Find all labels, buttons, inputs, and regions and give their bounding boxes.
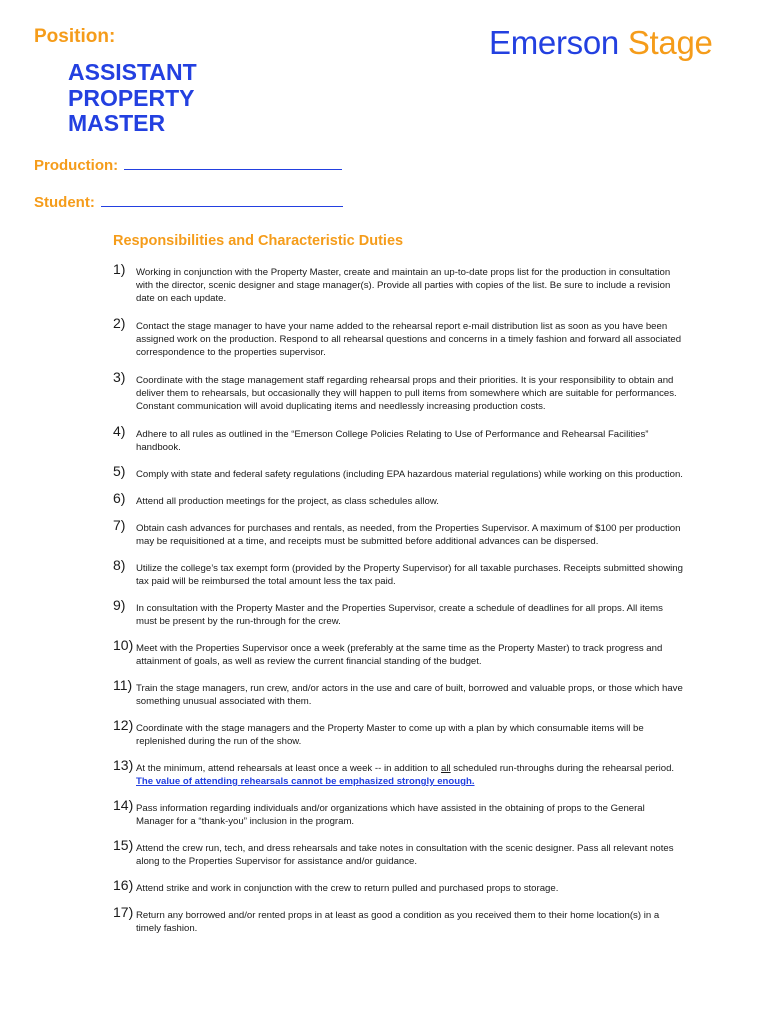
- duty-text: Attend strike and work in conjunction with the crew to return pulled and purchased props to storage.: [136, 883, 559, 894]
- duty-number: 12): [113, 717, 134, 733]
- duty-text: Adhere to all rules as outlined in the “Emerson College Policies Relating to Use of Performance and Rehearsal Facilities” handbook.: [136, 429, 649, 453]
- duty-number: 3): [113, 369, 126, 385]
- duty-text: Pass information regarding individuals and/or organizations which have assisted in the obtaining of props to the General Manager for a “thank-you” inclusion in the program.: [136, 803, 645, 827]
- duty-text-part: scheduled run-throughs during the rehearsal period.: [450, 763, 675, 774]
- duty-number: 10): [113, 637, 134, 653]
- duty-number: 17): [113, 904, 134, 920]
- production-field: [34, 155, 342, 174]
- duty-item: [113, 717, 683, 748]
- duty-item: [113, 517, 683, 548]
- duty-item: [113, 369, 683, 413]
- duty-number: 5): [113, 463, 126, 479]
- duty-text: Attend the crew run, tech, and dress rehearsals and take notes in consultation with the scenic designer. Pass all relevant notes along to the Properties Supervisor for assistance and/or guidance.: [136, 843, 674, 867]
- duty-item: [113, 637, 683, 668]
- duty-item: [113, 490, 683, 508]
- duty-number: 7): [113, 517, 126, 533]
- duty-text: Attend all production meetings for the project, as class schedules allow.: [136, 496, 439, 507]
- duty-item: [113, 315, 683, 359]
- logo-word-stage: Stage: [627, 24, 713, 61]
- duty-item: [113, 877, 683, 895]
- logo-word-emerson: Emerson: [489, 24, 619, 61]
- student-field: [34, 192, 343, 211]
- duty-number: 9): [113, 597, 126, 613]
- production-blank-line[interactable]: [124, 155, 342, 170]
- duty-item: [113, 837, 683, 868]
- duty-number: 1): [113, 261, 126, 277]
- duty-text: In consultation with the Property Master and the Properties Supervisor, create a schedule of deadlines for all props. All items must be present by the run-through for the crew.: [136, 603, 663, 627]
- duty-item: [113, 423, 683, 454]
- student-blank-line[interactable]: [101, 192, 343, 207]
- duty-item: [113, 677, 683, 708]
- duty-text: Coordinate with the stage management staff regarding rehearsal props and their priorities. It is your responsibility to obtain and deliver them to rehearsals, but occasionally they will happen to pull items from somewhere which are suitable for performances. Constant communication will avoid duplicating items and needlessly increasing production costs.: [136, 375, 677, 412]
- duty-text: Utilize the college’s tax exempt form (provided by the Property Supervisor) for all taxable purchases. Receipts submitted showing tax paid will be reimbursed the total amount less the tax paid.: [136, 563, 683, 587]
- duty-text: Contact the stage manager to have your name added to the rehearsal report e-mail distribution list as soon as you have been assigned work on the production. Respond to all rehearsal questions and concerns in a timely fashion and forward all associated correspondence to the properties supervisor.: [136, 321, 682, 358]
- duty-item: [113, 463, 683, 481]
- duty-emphasis-text: The value of attending rehearsals cannot be emphasized strongly enough.: [136, 776, 475, 787]
- position-title-line: MASTER: [68, 110, 166, 136]
- duty-item: [113, 904, 683, 935]
- duty-text: Working in conjunction with the Property Master, create and maintain an up-to-date props list for the production in consultation with the director, scenic designer and stage manager(s). Provide all parties with copies of the list. Be sure to include a revision date on each update.: [136, 267, 671, 304]
- position-title: [68, 60, 197, 137]
- duty-number: 4): [113, 423, 126, 439]
- duty-number: 14): [113, 797, 134, 813]
- duty-text: Return any borrowed and/or rented props in at least as good a condition as you received them to their home location(s) in a timely fashion.: [136, 910, 660, 934]
- duty-number: 15): [113, 837, 134, 853]
- duties-list: [113, 261, 683, 935]
- duty-text: Meet with the Properties Supervisor once a week (preferably at the same time as the Property Master) to track progress and attainment of goals, as well as review the current financial standing of the budget.: [136, 643, 663, 667]
- duty-item: [113, 797, 683, 828]
- duty-text-part: At the minimum, attend rehearsals at least once a week -- in addition to: [136, 763, 442, 774]
- student-label: Student:: [34, 194, 95, 211]
- duty-number: 8): [113, 557, 126, 573]
- emerson-stage-logo: [489, 24, 713, 62]
- duty-text: Obtain cash advances for purchases and rentals, as needed, from the Properties Supervisor. A maximum of $100 per production may be requisitioned at a time, and receipts must be submitted before additional advances can be dispersed.: [136, 523, 681, 547]
- duty-item: [113, 557, 683, 588]
- production-label: Production:: [34, 157, 119, 174]
- duty-text: [136, 762, 683, 788]
- duty-item: [113, 757, 683, 788]
- duty-text-underlined: all: [441, 763, 451, 774]
- duty-item: [113, 261, 683, 305]
- section-heading: Responsibilities and Characteristic Duties: [113, 233, 404, 249]
- duty-text: Comply with state and federal safety regulations (including EPA hazardous material regulations) while working on this production.: [136, 469, 683, 480]
- duty-item: [113, 597, 683, 628]
- duty-number: 16): [113, 877, 134, 893]
- duty-text: Train the stage managers, run crew, and/or actors in the use and care of built, borrowed and valuable props, or those which have something unusual associated with them.: [136, 683, 683, 707]
- position-label: Position:: [34, 26, 116, 47]
- position-title-line: PROPERTY: [68, 84, 195, 111]
- duty-text: Coordinate with the stage managers and the Property Master to come up with a plan by which consumable items will be replenished during the run of the show.: [136, 723, 644, 747]
- duty-number: 2): [113, 315, 126, 331]
- duty-number: 6): [113, 490, 126, 506]
- duty-number: 11): [113, 677, 133, 693]
- position-title-line: ASSISTANT: [68, 59, 197, 85]
- duty-number: 13): [113, 757, 134, 773]
